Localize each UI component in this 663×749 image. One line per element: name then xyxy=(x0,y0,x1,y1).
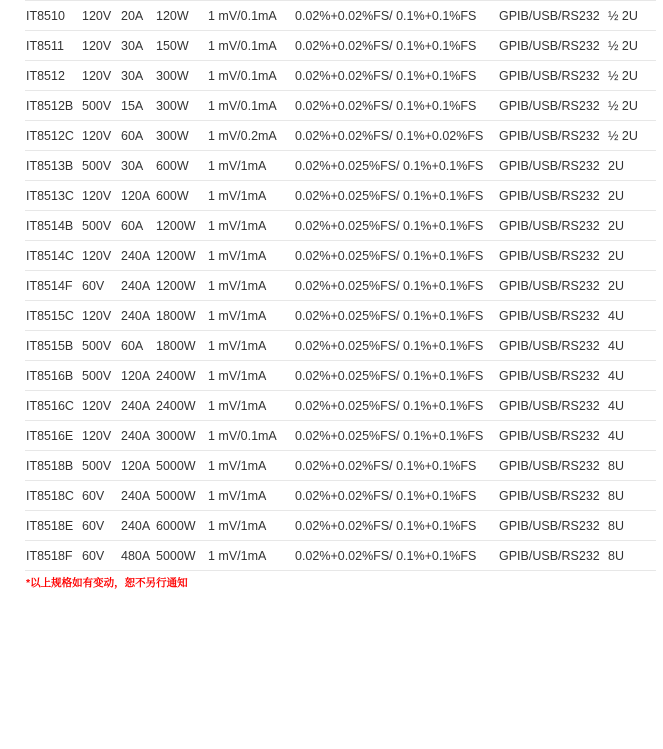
cell-voltage: 120V xyxy=(82,128,112,143)
cell-resolution: 1 mV/1mA xyxy=(208,338,267,353)
cell-form-factor: 2U xyxy=(608,248,624,263)
cell-interface: GPIB/USB/RS232 xyxy=(499,548,600,563)
cell-power: 6000W xyxy=(156,518,196,533)
table-row xyxy=(25,1,656,31)
cell-current: 480A xyxy=(121,548,151,563)
cell-voltage: 500V xyxy=(82,368,112,383)
cell-form-factor: ½ 2U xyxy=(608,98,638,113)
cell-voltage: 60V xyxy=(82,488,105,503)
cell-model: IT8512B xyxy=(26,98,74,113)
cell-current: 60A xyxy=(121,218,144,233)
cell-voltage: 500V xyxy=(82,158,112,173)
table-row xyxy=(25,541,656,571)
cell-accuracy: 0.02%+0.02%FS/ 0.1%+0.1%FS xyxy=(295,8,477,23)
cell-power: 2400W xyxy=(156,398,196,413)
cell-model: IT8512C xyxy=(26,128,74,143)
cell-accuracy: 0.02%+0.025%FS/ 0.1%+0.1%FS xyxy=(295,158,484,173)
cell-model: IT8516C xyxy=(26,398,74,413)
cell-power: 1800W xyxy=(156,338,196,353)
cell-interface: GPIB/USB/RS232 xyxy=(499,428,600,443)
cell-resolution: 1 mV/1mA xyxy=(208,458,267,473)
cell-form-factor: 2U xyxy=(608,218,624,233)
cell-model: IT8518C xyxy=(26,488,74,503)
table-row xyxy=(25,181,656,211)
cell-current: 60A xyxy=(121,128,144,143)
cell-current: 240A xyxy=(121,398,151,413)
cell-interface: GPIB/USB/RS232 xyxy=(499,218,600,233)
cell-current: 20A xyxy=(121,8,144,23)
cell-resolution: 1 mV/1mA xyxy=(208,398,267,413)
cell-current: 240A xyxy=(121,278,151,293)
cell-resolution: 1 mV/1mA xyxy=(208,218,267,233)
table-row xyxy=(25,61,656,91)
cell-voltage: 120V xyxy=(82,398,112,413)
cell-model: IT8514F xyxy=(26,278,73,293)
cell-form-factor: ½ 2U xyxy=(608,68,638,83)
cell-resolution: 1 mV/1mA xyxy=(208,518,267,533)
cell-model: IT8515C xyxy=(26,308,74,323)
cell-form-factor: 4U xyxy=(608,308,624,323)
cell-accuracy: 0.02%+0.02%FS/ 0.1%+0.1%FS xyxy=(295,488,477,503)
cell-voltage: 500V xyxy=(82,458,112,473)
cell-interface: GPIB/USB/RS232 xyxy=(499,368,600,383)
cell-resolution: 1 mV/1mA xyxy=(208,278,267,293)
cell-interface: GPIB/USB/RS232 xyxy=(499,278,600,293)
cell-accuracy: 0.02%+0.025%FS/ 0.1%+0.1%FS xyxy=(295,248,484,263)
cell-voltage: 120V xyxy=(82,308,112,323)
cell-interface: GPIB/USB/RS232 xyxy=(499,68,600,83)
cell-accuracy: 0.02%+0.025%FS/ 0.1%+0.1%FS xyxy=(295,368,484,383)
cell-interface: GPIB/USB/RS232 xyxy=(499,308,600,323)
cell-form-factor: ½ 2U xyxy=(608,8,638,23)
cell-current: 240A xyxy=(121,308,151,323)
cell-accuracy: 0.02%+0.02%FS/ 0.1%+0.1%FS xyxy=(295,98,477,113)
cell-power: 5000W xyxy=(156,458,196,473)
cell-model: IT8515B xyxy=(26,338,74,353)
cell-interface: GPIB/USB/RS232 xyxy=(499,458,600,473)
cell-model: IT8518E xyxy=(26,518,74,533)
cell-form-factor: 4U xyxy=(608,398,624,413)
table-row xyxy=(25,511,656,541)
cell-interface: GPIB/USB/RS232 xyxy=(499,8,600,23)
cell-current: 30A xyxy=(121,68,144,83)
cell-accuracy: 0.02%+0.025%FS/ 0.1%+0.1%FS xyxy=(295,338,484,353)
table-row xyxy=(25,271,656,301)
cell-model: IT8513B xyxy=(26,158,74,173)
spec-change-footnote: *以上规格如有变动，恕不另行通知 xyxy=(26,577,188,589)
cell-current: 240A xyxy=(121,428,151,443)
cell-form-factor: 4U xyxy=(608,428,624,443)
cell-model: IT8513C xyxy=(26,188,74,203)
cell-voltage: 120V xyxy=(82,68,112,83)
cell-form-factor: 4U xyxy=(608,368,624,383)
cell-model: IT8514B xyxy=(26,218,74,233)
cell-model: IT8518B xyxy=(26,458,74,473)
cell-power: 600W xyxy=(156,188,189,203)
cell-voltage: 120V xyxy=(82,38,112,53)
cell-model: IT8512 xyxy=(26,68,65,83)
cell-power: 150W xyxy=(156,38,189,53)
cell-form-factor: 2U xyxy=(608,278,624,293)
cell-accuracy: 0.02%+0.02%FS/ 0.1%+0.1%FS xyxy=(295,548,477,563)
cell-resolution: 1 mV/0.1mA xyxy=(208,428,277,443)
table-row xyxy=(25,361,656,391)
cell-model: IT8516B xyxy=(26,368,74,383)
cell-form-factor: 2U xyxy=(608,188,624,203)
cell-resolution: 1 mV/1mA xyxy=(208,188,267,203)
cell-resolution: 1 mV/1mA xyxy=(208,368,267,383)
cell-accuracy: 0.02%+0.025%FS/ 0.1%+0.1%FS xyxy=(295,188,484,203)
cell-accuracy: 0.02%+0.025%FS/ 0.1%+0.1%FS xyxy=(295,428,484,443)
cell-form-factor: 8U xyxy=(608,458,624,473)
cell-power: 2400W xyxy=(156,368,196,383)
table-row xyxy=(25,91,656,121)
cell-power: 1200W xyxy=(156,278,196,293)
cell-resolution: 1 mV/0.1mA xyxy=(208,38,277,53)
cell-voltage: 120V xyxy=(82,428,112,443)
cell-current: 120A xyxy=(121,458,151,473)
cell-form-factor: ½ 2U xyxy=(608,128,638,143)
cell-resolution: 1 mV/0.1mA xyxy=(208,8,277,23)
cell-interface: GPIB/USB/RS232 xyxy=(499,158,600,173)
cell-current: 15A xyxy=(121,98,144,113)
cell-resolution: 1 mV/0.1mA xyxy=(208,98,277,113)
cell-interface: GPIB/USB/RS232 xyxy=(499,518,600,533)
cell-form-factor: 4U xyxy=(608,338,624,353)
cell-power: 1200W xyxy=(156,218,196,233)
cell-accuracy: 0.02%+0.02%FS/ 0.1%+0.1%FS xyxy=(295,38,477,53)
cell-model: IT8514C xyxy=(26,248,74,263)
cell-current: 240A xyxy=(121,488,151,503)
cell-interface: GPIB/USB/RS232 xyxy=(499,488,600,503)
cell-power: 300W xyxy=(156,68,189,83)
cell-accuracy: 0.02%+0.02%FS/ 0.1%+0.1%FS xyxy=(295,68,477,83)
cell-resolution: 1 mV/1mA xyxy=(208,158,267,173)
cell-current: 240A xyxy=(121,518,151,533)
cell-model: IT8518F xyxy=(26,548,73,563)
table-row xyxy=(25,301,656,331)
cell-interface: GPIB/USB/RS232 xyxy=(499,398,600,413)
cell-voltage: 120V xyxy=(82,8,112,23)
cell-interface: GPIB/USB/RS232 xyxy=(499,188,600,203)
cell-voltage: 60V xyxy=(82,518,105,533)
cell-interface: GPIB/USB/RS232 xyxy=(499,38,600,53)
table-row xyxy=(25,211,656,241)
cell-voltage: 120V xyxy=(82,248,112,263)
cell-accuracy: 0.02%+0.025%FS/ 0.1%+0.1%FS xyxy=(295,308,484,323)
cell-form-factor: 2U xyxy=(608,158,624,173)
cell-current: 60A xyxy=(121,338,144,353)
cell-current: 120A xyxy=(121,368,151,383)
table-row xyxy=(25,31,656,61)
cell-form-factor: ½ 2U xyxy=(608,38,638,53)
cell-power: 600W xyxy=(156,158,189,173)
cell-interface: GPIB/USB/RS232 xyxy=(499,128,600,143)
cell-power: 5000W xyxy=(156,488,196,503)
cell-interface: GPIB/USB/RS232 xyxy=(499,248,600,263)
cell-model: IT8511 xyxy=(26,38,64,53)
table-row xyxy=(25,121,656,151)
cell-interface: GPIB/USB/RS232 xyxy=(499,98,600,113)
cell-interface: GPIB/USB/RS232 xyxy=(499,338,600,353)
cell-current: 30A xyxy=(121,38,144,53)
cell-form-factor: 8U xyxy=(608,548,624,563)
cell-voltage: 60V xyxy=(82,278,105,293)
cell-power: 3000W xyxy=(156,428,196,443)
table-row xyxy=(25,331,656,361)
cell-voltage: 120V xyxy=(82,188,112,203)
cell-accuracy: 0.02%+0.025%FS/ 0.1%+0.1%FS xyxy=(295,218,484,233)
cell-power: 1800W xyxy=(156,308,196,323)
cell-resolution: 1 mV/1mA xyxy=(208,548,267,563)
cell-resolution: 1 mV/0.1mA xyxy=(208,68,277,83)
cell-current: 30A xyxy=(121,158,144,173)
cell-accuracy: 0.02%+0.02%FS/ 0.1%+0.1%FS xyxy=(295,458,477,473)
table-row xyxy=(25,481,656,511)
table-row xyxy=(25,391,656,421)
cell-resolution: 1 mV/1mA xyxy=(208,248,267,263)
model-spec-table xyxy=(25,0,656,571)
cell-accuracy: 0.02%+0.02%FS/ 0.1%+0.02%FS xyxy=(295,128,484,143)
cell-resolution: 1 mV/1mA xyxy=(208,308,267,323)
cell-power: 1200W xyxy=(156,248,196,263)
cell-current: 120A xyxy=(121,188,151,203)
cell-model: IT8516E xyxy=(26,428,74,443)
cell-accuracy: 0.02%+0.025%FS/ 0.1%+0.1%FS xyxy=(295,278,484,293)
cell-power: 5000W xyxy=(156,548,196,563)
cell-resolution: 1 mV/0.2mA xyxy=(208,128,277,143)
cell-accuracy: 0.02%+0.02%FS/ 0.1%+0.1%FS xyxy=(295,518,477,533)
cell-voltage: 500V xyxy=(82,338,112,353)
cell-current: 240A xyxy=(121,248,151,263)
table-row xyxy=(25,421,656,451)
cell-form-factor: 8U xyxy=(608,518,624,533)
cell-voltage: 500V xyxy=(82,98,112,113)
cell-model: IT8510 xyxy=(26,8,65,23)
table-row xyxy=(25,241,656,271)
cell-voltage: 60V xyxy=(82,548,105,563)
cell-voltage: 500V xyxy=(82,218,112,233)
cell-form-factor: 8U xyxy=(608,488,624,503)
table-row xyxy=(25,451,656,481)
cell-power: 120W xyxy=(156,8,189,23)
cell-accuracy: 0.02%+0.025%FS/ 0.1%+0.1%FS xyxy=(295,398,484,413)
cell-power: 300W xyxy=(156,128,189,143)
table-row xyxy=(25,151,656,181)
cell-resolution: 1 mV/1mA xyxy=(208,488,267,503)
cell-power: 300W xyxy=(156,98,189,113)
